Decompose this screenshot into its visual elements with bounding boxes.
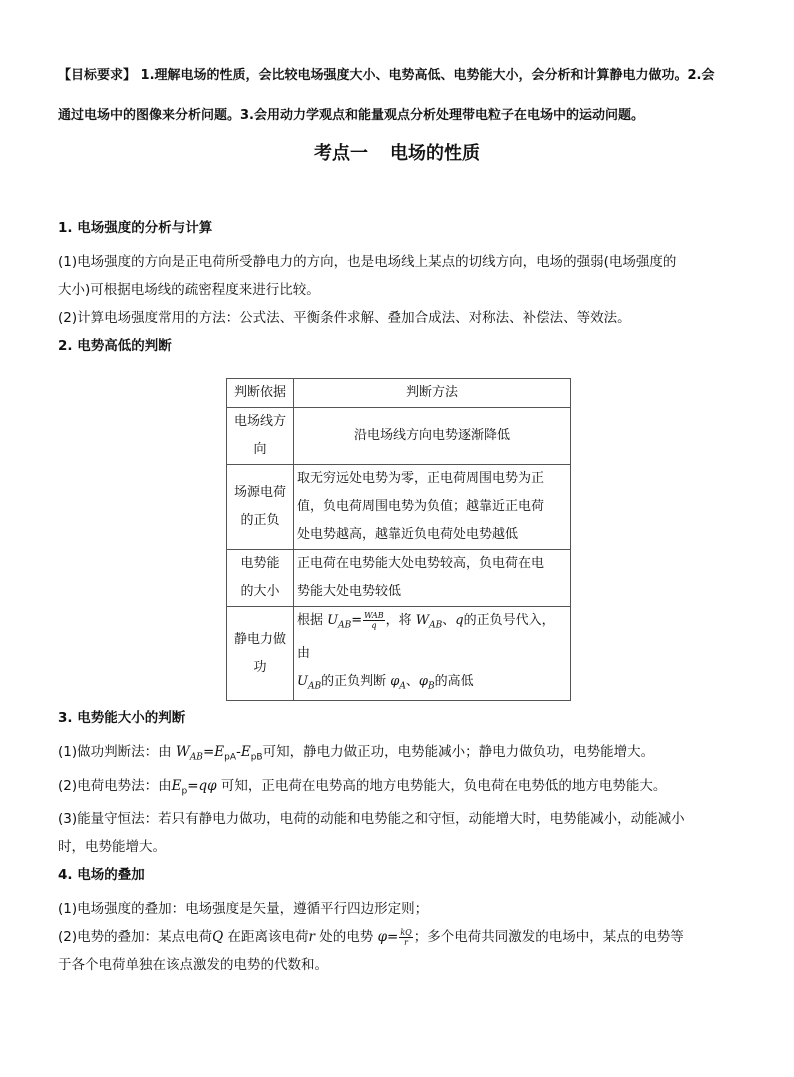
section-title bbox=[0, 140, 794, 168]
table-cell: 电势能 的大小 bbox=[227, 550, 294, 607]
paragraph: 大小)可根据电场线的疏密程度来进行比较。 bbox=[58, 282, 320, 298]
section-title-label: 考点一 bbox=[314, 143, 368, 164]
section-2-heading: 2. 电势高低的判断 bbox=[58, 338, 172, 354]
paragraph: (1)电场强度的叠加：电场强度是矢量，遵循平行四边形定则； bbox=[58, 901, 429, 918]
paragraph: (2)电势的叠加：某点电荷Q 在距离该电荷r 处的电势 φ= $\frac{kQ}{r}$ ；多个电荷共同激发的电场中，某点的电势等 bbox=[58, 927, 684, 947]
paragraph: (2)电荷电势法：由$E_p=q\varphi$ 可知，正电荷在电势高的地方电势能大，负电荷在电势低的地方电势能大。 bbox=[58, 777, 667, 797]
section-3 bbox=[58, 704, 740, 979]
table-row bbox=[227, 607, 571, 701]
paragraph: (2)计算电场强度常用的方法：公式法、平衡条件求解、叠加合成法、对称法、补偿法、等效法。 bbox=[58, 310, 631, 326]
table-header-cell: 判断依据 bbox=[227, 379, 294, 408]
paragraph: (1)做功判断法：由 $W_{AB}=E_{pA}-E_{pB}$可知，静电力做正功，电势能减小；静电力做负功，电势能增大。 bbox=[58, 744, 655, 763]
goal-line-2: 通过电场中的图像来分析问题。3.会用动力学观点和能量观点分析处理带电粒子在电场中的运动问题。 bbox=[58, 108, 644, 123]
table-cell: 静电力做 功 bbox=[227, 607, 294, 701]
learning-goals bbox=[58, 56, 740, 136]
fraction: $\frac{kQ}{r}$ bbox=[400, 927, 412, 947]
fraction: $\frac{\text{WAB}}{q}$ bbox=[364, 611, 384, 630]
table-row bbox=[227, 550, 571, 607]
table-row bbox=[227, 465, 571, 550]
paragraph: 时，电势能增大。 bbox=[58, 839, 166, 856]
table-cell: 电场线方 向 bbox=[227, 408, 294, 465]
table-header-cell: 判断方法 bbox=[294, 379, 571, 408]
section-1 bbox=[58, 214, 740, 360]
section-title-text: 电场的性质 bbox=[390, 143, 480, 164]
goal-line-1: 【目标要求】 1.理解电场的性质，会比较电场强度大小、电势高低、电势能大小，会分析和计算静电力做功。2.会 bbox=[58, 68, 715, 83]
table-cell: 根据 $U_{AB}=$ $\frac{\text{WAB}}{q}$ ，将 $W_{AB}$、q的正负号代入，由 $U_{AB}$的正负判断 $\varphi_A$、$\varphi_B$的高低 bbox=[294, 607, 571, 701]
table-cell: 正电荷在电势能大处电势较高，负电荷在电 势能大处电势较低 bbox=[294, 550, 571, 607]
section-3-heading: 3. 电势能大小的判断 bbox=[58, 710, 186, 726]
paragraph: 于各个电荷单独在该点激发的电势的代数和。 bbox=[58, 957, 328, 974]
table-cell: 场源电荷 的正负 bbox=[227, 465, 294, 550]
potential-judgment-table bbox=[226, 378, 571, 701]
table-cell: 取无穷远处电势为零，正电荷周围电势为正 值，负电荷周围电势为负值；越靠近正电荷 处电势越高，越靠近负电荷处电势越低 bbox=[294, 465, 571, 550]
paragraph: (1)电场强度的方向是正电荷所受静电力的方向，也是电场线上某点的切线方向，电场的强弱(电场强度的 bbox=[58, 254, 677, 270]
paragraph: (3)能量守恒法：若只有静电力做功，电荷的动能和电势能之和守恒，动能增大时，电势能减小，动能减小 bbox=[58, 811, 685, 828]
table-header-row bbox=[227, 379, 571, 408]
table-cell: 沿电场线方向电势逐渐降低 bbox=[294, 408, 571, 465]
table-row bbox=[227, 408, 571, 465]
section-4-heading: 4. 电场的叠加 bbox=[58, 867, 145, 884]
section-1-heading: 1. 电场强度的分析与计算 bbox=[58, 220, 213, 236]
